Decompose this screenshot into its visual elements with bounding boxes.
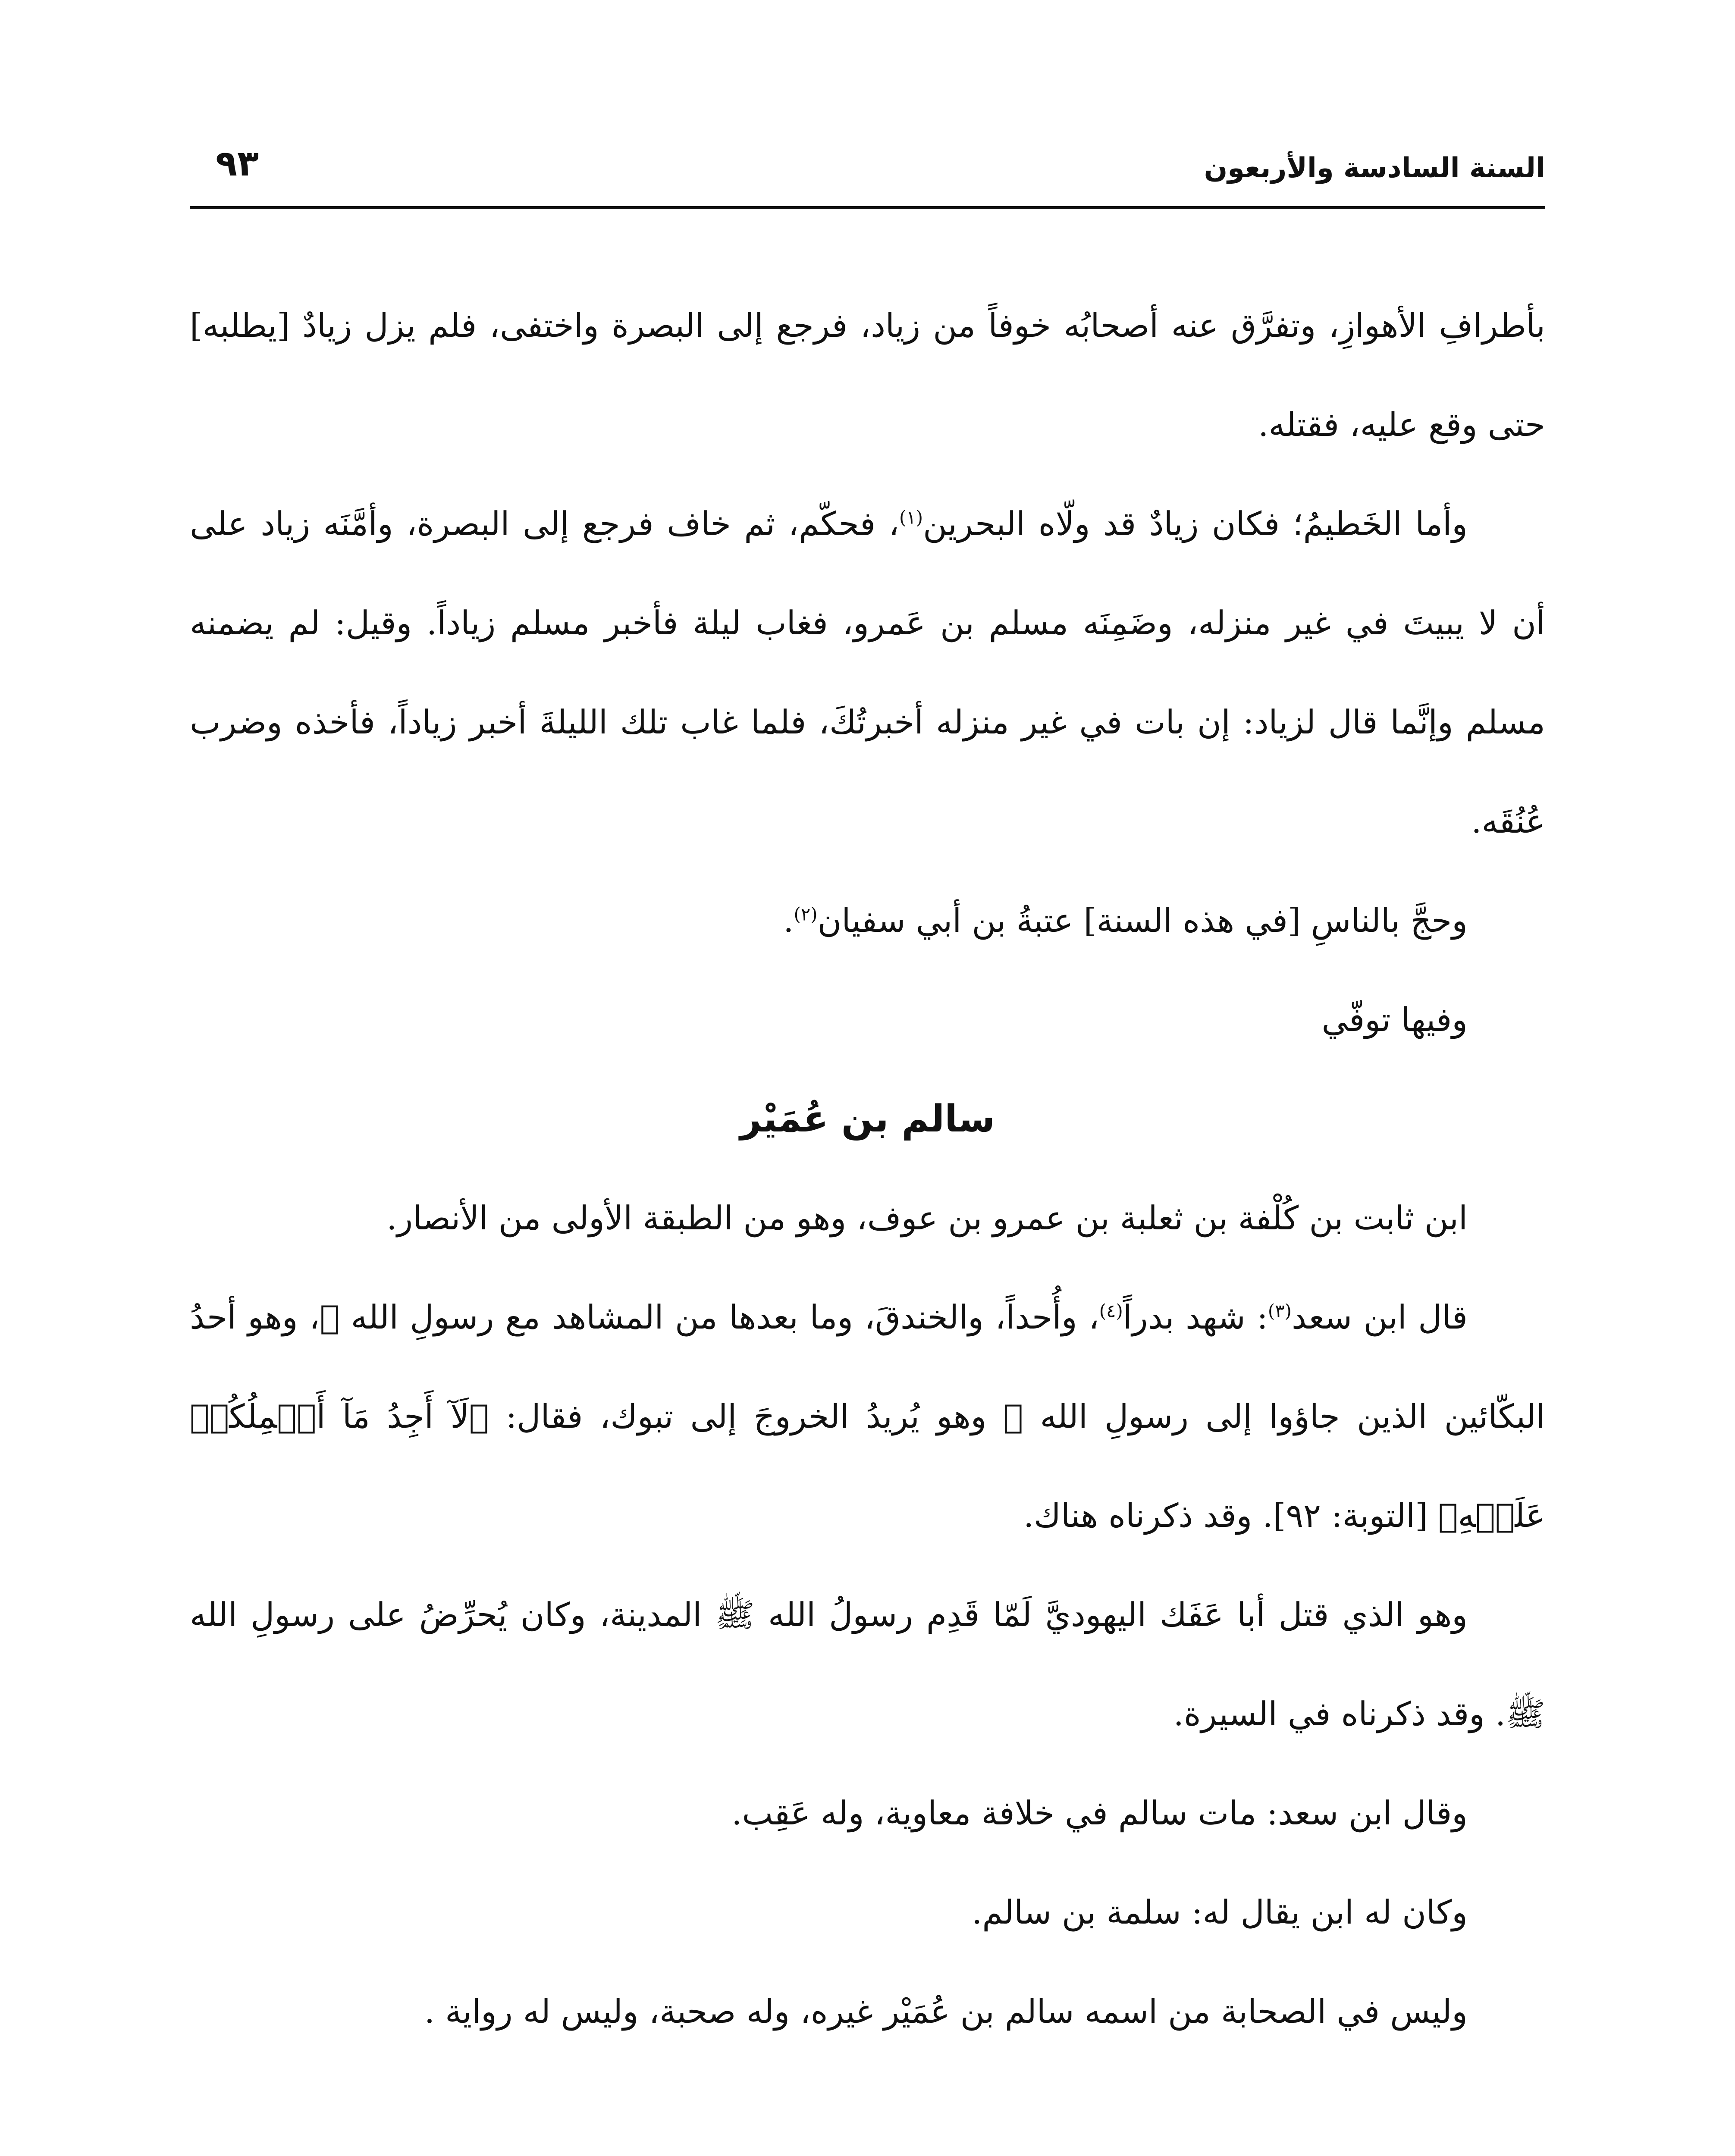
- paragraph-8-text: وقال ابن سعد: مات سالم في خلافة معاوية، وله عَقِب.: [731, 1794, 1468, 1832]
- header-rule: [190, 206, 1545, 209]
- paragraph-6-text-a: قال ابن سعد: [1291, 1298, 1468, 1336]
- paragraph-1: [190, 276, 1545, 474]
- paragraph-1-text: بأطرافِ الأهوازِ، وتفرَّق عنه أصحابُه خوفاً من زياد، فرجع إلى البصرة واختفى، فلم يزل زيادٌ [يطلبه] حتى وقع عليه، فقتله.: [190, 306, 1545, 444]
- footnote-ref-1[interactable]: (١): [899, 507, 923, 528]
- running-title: السنة السادسة والأربعون: [1204, 152, 1545, 184]
- paragraph-5: [190, 1169, 1545, 1268]
- paragraph-4-text: وفيها توفّي: [1321, 1000, 1468, 1039]
- paragraph-6-text-c: ، وأُحداً، والخندقَ، وما بعدها من المشاهد مع رسولِ الله ﷺ، وهو أحدُ البكّائين الذين جاؤوا إلى رسولِ الله ﷺ وهو يُريدُ الخروجَ إلى تبوك، فقال: ﴿لَآ أَجِدُ مَآ أَحۡمِلُكُمۡ عَلَيۡهِ﴾ [التوبة: ٩٢]. وقد ذكرناه هناك.: [190, 1298, 1545, 1535]
- paragraph-4: [190, 970, 1545, 1069]
- paragraph-2-text-b: ، فحكّم، ثم خاف فرجع إلى البصرة، وأمَّنَه زياد على أن لا يبيتَ في غير منزله، وضَمِنَه مسلم بن عَمرو، فغاب ليلة فأخبر مسلم زياداً. وقيل: لم يضمنه مسلم وإنَّما قال لزياد: إن بات في غير منزله أخبرتُكَ، فلما غاب تلك الليلةَ أخبر زياداً، فأخذه وضرب عُنُقَه.: [190, 505, 1545, 840]
- paragraph-7-text: وهو الذي قتل أبا عَفَك اليهوديَّ لَمّا قَدِم رسولُ الله ﷺ المدينة، وكان يُحرِّضُ على رسولِ الله ﷺ. وقد ذكرناه في السيرة.: [190, 1595, 1545, 1733]
- running-header: [190, 138, 1545, 198]
- main-text: [190, 276, 1545, 2061]
- paragraph-6: [190, 1268, 1545, 1565]
- page-number: ٩٣: [216, 143, 259, 184]
- section-heading: سالم بن عُمَيْر: [740, 1097, 995, 1141]
- paragraph-2: [190, 474, 1545, 871]
- footnote-ref-3[interactable]: (٣): [1268, 1300, 1292, 1322]
- paragraph-3-text-a: وحجَّ بالناسِ [في هذه السنة] عتبةُ بن أبي سفيان: [817, 901, 1468, 940]
- paragraph-9: [190, 1863, 1545, 1962]
- paragraph-6-text-b: : شهد بدراً: [1123, 1298, 1268, 1336]
- paragraph-10-text: وليس في الصحابة من اسمه سالم بن عُمَيْر غيره، وله صحبة، وليس له رواية .: [424, 1992, 1468, 2031]
- paragraph-9-text: وكان له ابن يقال له: سلمة بن سالم.: [972, 1893, 1468, 1931]
- paragraph-7: [190, 1565, 1545, 1764]
- paragraph-3: [190, 871, 1545, 970]
- paragraph-5-text: ابن ثابت بن كُلْفة بن ثعلبة بن عمرو بن عوف، وهو من الطبقة الأولى من الأنصار.: [386, 1199, 1468, 1237]
- footnote-ref-4[interactable]: (٤): [1099, 1300, 1123, 1322]
- paragraph-10: [190, 1962, 1545, 2061]
- paragraph-2-text-a: وأما الخَطيمُ؛ فكان زيادٌ قد ولّاه البحرين: [923, 505, 1468, 543]
- paragraph-3-text-b: .: [783, 901, 794, 940]
- footnote-ref-2[interactable]: (٢): [794, 903, 818, 925]
- paragraph-8: [190, 1764, 1545, 1863]
